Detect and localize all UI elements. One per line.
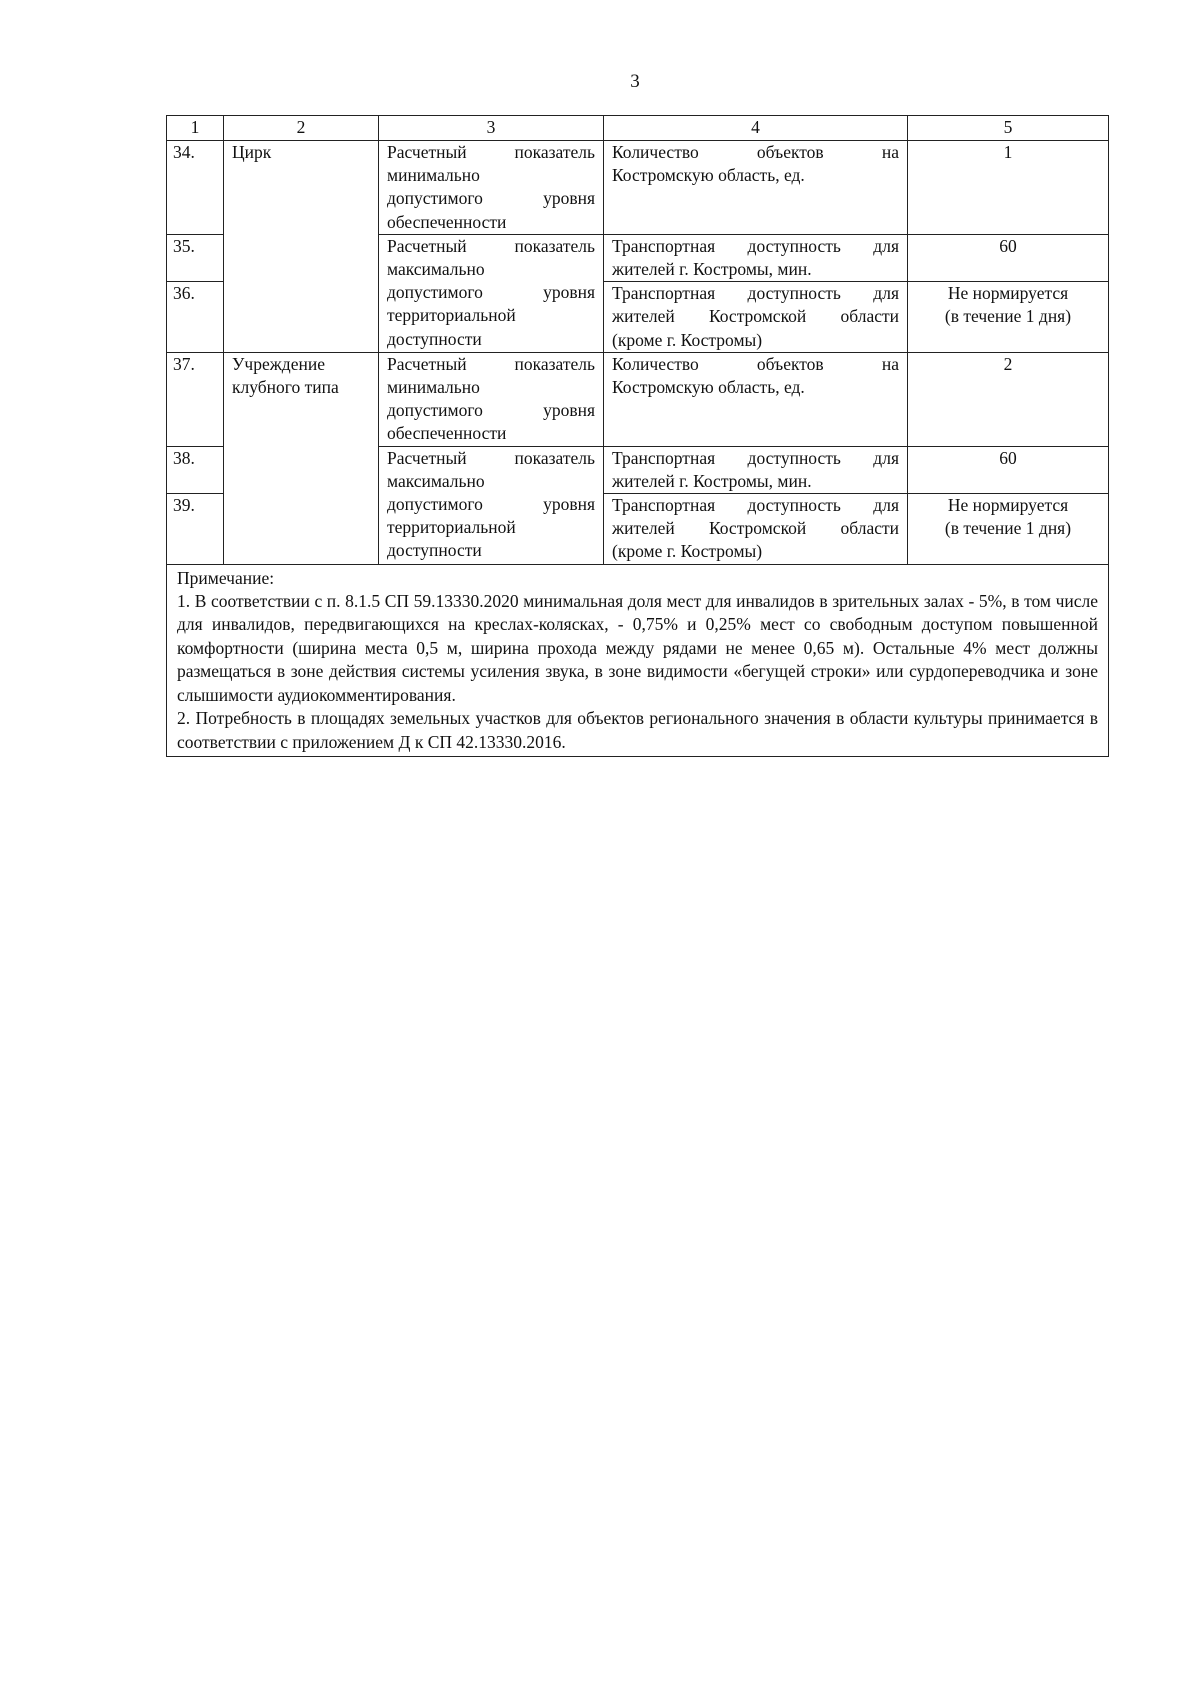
object-type-line: клубного типа bbox=[232, 377, 339, 398]
row-number: 34. bbox=[167, 141, 224, 235]
value-cell: 2 bbox=[908, 352, 1109, 446]
parameter-line: жителей г. Костромы, мин. bbox=[612, 470, 812, 491]
indicator-line: Расчетный показатель bbox=[387, 447, 595, 468]
parameter-line: Костромскую область, ед. bbox=[612, 377, 805, 398]
value-cell bbox=[908, 282, 1109, 353]
indicator-line: допустимого уровня bbox=[387, 282, 595, 303]
table-row bbox=[167, 141, 1109, 235]
page-number: 3 bbox=[630, 71, 640, 92]
row-number: 37. bbox=[167, 352, 224, 446]
header-cell: 1 bbox=[167, 116, 224, 141]
indicator-line: допустимого уровня bbox=[387, 188, 595, 209]
parameter-line: жителей г. Костромы, мин. bbox=[612, 259, 812, 280]
value-line: Не нормируется bbox=[947, 495, 1069, 516]
object-type: Цирк bbox=[232, 142, 272, 162]
parameter-line: Транспортная доступность для bbox=[612, 235, 899, 256]
parameter-line: Транспортная доступность для bbox=[612, 283, 899, 304]
indicator-line: доступности bbox=[387, 540, 482, 561]
value-line: (в течение 1 дня) bbox=[944, 518, 1072, 539]
indicator-line: территориальной bbox=[387, 517, 516, 538]
standards-table bbox=[166, 115, 1109, 757]
note-item: 2. Потребность в площадях земельных участков для объектов регионального значения в области культуры принимается в соответствии с приложением Д к СП 42.13330.2016. bbox=[177, 708, 1098, 752]
object-type-cell bbox=[224, 141, 379, 353]
value-cell: 1 bbox=[908, 141, 1109, 235]
parameter-line: жителей Костромской области bbox=[612, 306, 899, 327]
indicator-line: минимально bbox=[387, 165, 480, 186]
value-line: (в течение 1 дня) bbox=[944, 306, 1072, 327]
row-number: 35. bbox=[167, 234, 224, 281]
indicator-line: обеспеченности bbox=[387, 211, 507, 232]
indicator-line: минимально bbox=[387, 377, 480, 398]
parameter-cell bbox=[604, 494, 908, 565]
header-cell: 5 bbox=[908, 116, 1109, 141]
parameter-cell bbox=[604, 234, 908, 281]
indicator-line: максимально bbox=[387, 470, 485, 491]
parameter-line: Транспортная доступность для bbox=[612, 495, 899, 516]
indicator-line: Расчетный показатель bbox=[387, 142, 595, 162]
indicator-line: территориальной bbox=[387, 305, 516, 326]
parameter-cell bbox=[604, 282, 908, 353]
table-row bbox=[167, 352, 1109, 446]
parameter-line: (кроме г. Костромы) bbox=[612, 541, 763, 562]
indicator-cell bbox=[379, 234, 604, 352]
header-cell: 2 bbox=[224, 116, 379, 141]
header-cell: 4 bbox=[604, 116, 908, 141]
table-header-row bbox=[167, 116, 1109, 141]
value-cell: 60 bbox=[908, 446, 1109, 493]
indicator-line: Расчетный показатель bbox=[387, 353, 595, 374]
indicator-line: Расчетный показатель bbox=[387, 235, 595, 256]
note-row bbox=[167, 564, 1109, 756]
parameter-cell bbox=[604, 141, 908, 235]
indicator-line: доступности bbox=[387, 328, 482, 349]
indicator-line: обеспеченности bbox=[387, 423, 507, 444]
indicator-line: допустимого уровня bbox=[387, 494, 595, 515]
parameter-line: Костромскую область, ед. bbox=[612, 165, 805, 186]
object-type-line: Учреждение bbox=[232, 353, 325, 374]
parameter-line: жителей Костромской области bbox=[612, 518, 899, 539]
indicator-line: максимально bbox=[387, 259, 485, 280]
note-item: 1. В соответствии с п. 8.1.5 СП 59.13330.2020 минимальная доля мест для инвалидов в зрительных залах - 5%, в том числе для инвалидов, передвигающихся на креслах-колясках, - 0,75% и 0,25% мест со свободным доступом повышенной комфортности (ширина места 0,5 м, ширина прохода между рядами не менее 0,65 м). Остальные 4% мест должны размещаться в зоне действия системы усиления звука, в зоне видимости «бегущей строки» или сурдопереводчика и зоне слышимости аудиокомментирования. bbox=[177, 591, 1098, 705]
header-cell: 3 bbox=[379, 116, 604, 141]
indicator-cell bbox=[379, 446, 604, 564]
value-cell: 60 bbox=[908, 234, 1109, 281]
parameter-line: Количество объектов на bbox=[612, 142, 899, 162]
note-cell bbox=[167, 564, 1109, 756]
value-cell bbox=[908, 494, 1109, 565]
parameter-line: Транспортная доступность для bbox=[612, 447, 899, 468]
parameter-line: Количество объектов на bbox=[612, 353, 899, 374]
indicator-cell bbox=[379, 141, 604, 235]
note-title: Примечание: bbox=[177, 567, 275, 588]
parameter-cell bbox=[604, 446, 908, 493]
object-type-cell bbox=[224, 352, 379, 564]
row-number: 38. bbox=[167, 446, 224, 493]
indicator-cell bbox=[379, 352, 604, 446]
indicator-line: допустимого уровня bbox=[387, 400, 595, 421]
row-number: 36. bbox=[167, 282, 224, 353]
value-line: Не нормируется bbox=[947, 283, 1069, 304]
parameter-line: (кроме г. Костромы) bbox=[612, 329, 763, 350]
parameter-cell bbox=[604, 352, 908, 446]
row-number: 39. bbox=[167, 494, 224, 565]
